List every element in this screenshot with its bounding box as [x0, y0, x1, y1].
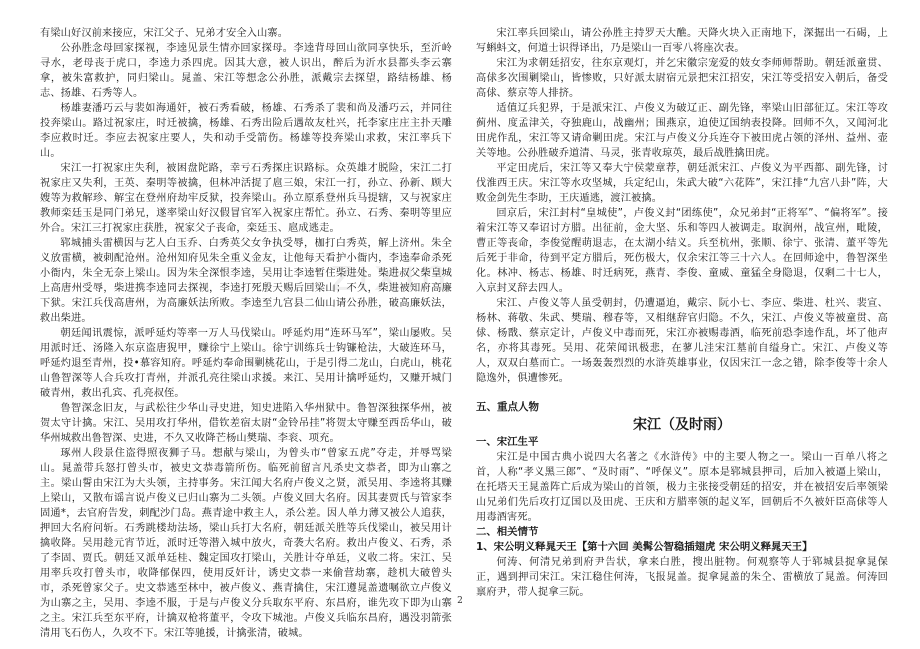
- right-column: [476, 26, 888, 600]
- paragraph: 朝廷闻讯震惊，派呼延灼等率一万人马伐梁山。呼延灼用“连环马军”，梁山屡败。吴用派时迁、汤隆入东京盗唐猊甲，赚徐宁上梁山。徐宁训练兵士钩镰枪法，大破连环马，呼延灼退至青州，投•慕容知府。呼延灼奉命围剿桃花山，于是引得二龙山，白虎山，桃花山鲁智深等人合兵攻打青州，并派孔亮往梁山求援。来江、吴用计擒呼延灼，又赚开城门破青州，救出孔宾、孔亮叔侄。: [40, 328, 452, 399]
- subsection-heading: 二、相关情节: [476, 526, 539, 538]
- paragraph: 何涛、何清兄弟到府尹告状，拿来白胜，搜出脏物。何观察等人于郓城县捉拿晁保正，遇到押司宋江。宋江稳住何涛，飞报晁盖。捉拿晁盖的朱仝、雷横放了晁盖。何涛回禀府尹，带人捉拿三阮。: [476, 557, 888, 598]
- subsection-heading: 一、宋江生平: [476, 436, 539, 448]
- left-column: [40, 26, 452, 641]
- section-heading: 五、重点人物: [476, 401, 539, 413]
- paragraph: 杨雄妻潘巧云与裴如海通奸，被石秀看破，杨雄、石秀杀了裴和尚及潘巧云，并同往投奔梁山。路过祝家庄，时迁被擒，杨雄、石秀出险后遇故友杜兴，托李家庄庄主扑天雕李应救时迁。李应去祝家庄要人，失和动手受箭伤。杨雄等投奔梁山求救，宋江率兵下山。: [40, 103, 452, 159]
- paragraph: 宋江一打祝家庄失利，被困盘陀路，幸亏石秀探庄识路标。众英雄才脱险，宋江二打祝家庄又失利，王英、秦明等被擒，但林冲活捉了扈三娘，宋江一打，孙立、孙新、顾大嫂等为救解珍、解宝在登州府劫牢反狱，投奔梁山。孙立原系登州兵马提辖，又与祝家庄教师栾廷玉是同门弟兄，遂率梁山好汉假冒官军入祝家庄帮忙。孙立、石秀、秦明等里应外合。宋江三打祝家庄获胜，祝家父子丧命，栾廷玉、扈成逃走。: [40, 163, 452, 234]
- paragraph: 宋江为求朝廷招安，往东京观灯，并乞宋徽宗宠爱的妓女李师师帮助。朝廷派童贯、高俅多次围剿梁山，皆惨败，只好派太尉宿元景把宋江招安，宋江等受招安入朝后，备受高俅、蔡京等人排挤。: [476, 58, 888, 99]
- paragraph: 宋江率兵回梁山，请公孙胜主持罗天大醮。天降火块入正南地下，深掘出一石碣，上写蝌蚪文，何道士识得译出，乃是梁山一百零八将座次表。: [476, 28, 888, 54]
- paragraph: 宋江、卢俊义等人虽受朝封，仍遭逼迫，戴宗、阮小七、李应、柴进、杜兴、裴宣、杨林、蒋敬、朱武、樊瑞、穆春等，又相继辞官归隐。不久，宋江、卢俊义等被童贯、高俅、杨戬、蔡京定计，卢俊义中毒而死，宋江亦被赐毒酒，临死前恐李逵作乱，坏了他声名，亦将其毒死。吴用、花荣闻讯极悲，在蓼儿洼宋江墓前自缢身亡。宋江、卢俊义等人，双双白墓而亡。一场轰轰烈烈的水浒英雄事业，仅因宋江一念之错，除李俊等十余人隐逸外，俱遭惨死。: [476, 298, 888, 384]
- paragraph: 宋江是中国古典小说四大名著之《水浒传》中的主要人物之一。梁山一百单八将之首，人称“孝义黑三郎”、“及时雨”、“呼保义”。原本是郓城县押司，后加入被逼上梁山，在托塔天王晁盖阵亡后成为梁山的首领，极力主张接受朝廷的招安，并在被招安后率领梁山兄弟们先后攻打辽国以及田虎、王庆和方腊率领的起义军，回朝后不久被奸臣高俅等人用毒酒害死。: [476, 452, 888, 523]
- paragraph: 回京后，宋江封村“皇城使”，卢俊义封“团练使”，众兄弟封“正将军”、“偏将军”。接着宋江等又奉诏讨方腊。出征前，金大坚、乐和等四人被调走。取润州，战宣州，毗陵，曹正等丧命，李俊觉醒萌退志，在太湖小结义。兵至杭州，张顺、徐宁、张清、董平等先后死于非命，待到平定方腊后，死伤极大，仅余宋江等三十六人。在回师途中，鲁智深坐化。林冲、杨志、杨雄、时迁病死，燕青、李俊、童威、童猛全身隐退，仅剩二十七人，入京封叉辞去四人。: [476, 208, 888, 294]
- episode-heading: 1、宋公明义释晁天王【第十六回 美髯公智稳插翅虎 宋公明义释晁天王】: [476, 541, 813, 553]
- paragraph: 琢州人段景住盗得照夜狮子马。想献与梁山，为曾头市“曾家五虎”夺走，并辱骂梁山。晁盖带兵怒打曾头市，被史文恭毒箭所伤。临死前留言凡杀史文恭者，即为山寨之主。梁山誓由宋江为大头领，主持事务。宋江闻大名府卢俊义之贤，派吴用、李逵将其赚上梁山，又散布谣言说卢俊义已归山寨为二头领。卢俊义回大名府。因其妻贾氏与管家李固通*，去官府告发，刺配沙门岛。燕青途中救主人，杀公差。因人单力薄又被公人追获，押回大名府问斩。石秀跳楼劫法场，梁山兵打大名府，朝廷派关胜等兵伐梁山，被吴用计擒收降。吴用趁元宵节近，派时迁等潜入城中放火，奇袭大名府。救出卢俊义、石秀，杀了李固、贾氏。朝廷又派单廷桂、魏定国攻打梁山，关胜计夺单廷，义收二将。宋江、吴用率兵攻打曾头市，收降郁保四，使用反奸计，诱史文恭一来偷营劫寨，趁机大破曾头市，杀死曾家父子。史文恭逃至林中，被卢俊义、燕青擒住，宋江遵晁盖遗嘱欲立卢俊义为山寨之主，吴用、李逵不服，于是与卢俊义分兵取东平府、东昌府，谁先攻下即为山寨之主。宋江兵至东平府，计擒双枪将董平，令攻下城池。卢俊义兵临东昌府，遇没羽箭张清用飞石伤人，久攻不下。宋江等驰援，计擒张清，破城。: [40, 448, 452, 639]
- paragraph: 郓城捕头雷横因与艺人白玉乔、白秀英父女争执受辱，枷打白秀英，解上济州。朱全义放雷横，被刺配沧州。沧州知府见朱全重义金友，让他每天看护小衙内，李逵奉命杀死小衙内，朱全无奈上梁山。因为朱全深恨李逵，吴用让李逵暂住柴进处。柴进叔父柴皇城上高唐州受辱，柴进携李逵同去探视，李逵打死殷天赐后回梁山；不久，柴进被知府高廉下狱。宋江兵伐高唐州，为高廉妖法所败。李逵至九宫县二仙山请公孙胜，破高廉妖法，救出柴进。: [40, 238, 452, 324]
- page-number: 2: [457, 596, 463, 606]
- paragraph: 平定田虎后，宋江等又奉大宁侯蒙章荐，朝廷派宋江、卢俊义为平西都、副先锋，讨伐淮西王庆。宋江等水攻坚城，兵定纪山，朱武大破“六花阵”，宋江排“九宫八卦”阵，大败金剑先生李助，王庆遁逃，渡江被擒。: [476, 163, 888, 204]
- character-title: 宋江（及时雨）: [633, 417, 731, 433]
- paragraph: 适值辽兵犯界，于是派宋江、卢俊义为破辽正、副先锋，率梁山旧部征辽。宋江等攻蓟州、度孟津关，夺独鹿山，战幽州；围燕京，迫使辽国纳表投降。回师不久，又闻河北田虎作乱，宋江等又请命剿田虎。宋江与卢俊义分兵连夺下被田虎占领的泽州、益州、壶关等地。公孙胜破乔道清、马灵，张青收琼英，最后战胜擒田虎。: [476, 103, 888, 159]
- paragraph: 鲁智深念旧友，与武松往少华山寻史进，知史进陷入华州狱中。鲁智深独探华州，被贺太守计擒。宋江、吴用攻打华州，借钦差宿太尉“金铃吊挂”将贺太守赚至西岳华山，破华州城救出鲁智深、史进，不久又收降芒杨山樊瑞、李衮、项充。: [40, 403, 452, 444]
- paragraph: 公孙胜念母回家探视，李逵见景生情亦回家探母。李逵背母回山欲同享快乐，至沂岭寻水，老母丧于虎口，李逵力杀四虎。因其大意，被人识出，醉后为沂水县都头李云寨拿，被朱富救护，同归梁山。晁盖、宋江等想念公孙胜，派戴宗去探望，路结杨雄、杨志、扬雄、石秀等人。: [40, 43, 452, 99]
- paragraph: 有梁山好汉前来接应，宋江父子、兄弟才安全入山寨。: [40, 28, 289, 39]
- watermark: zixin: [330, 250, 452, 301]
